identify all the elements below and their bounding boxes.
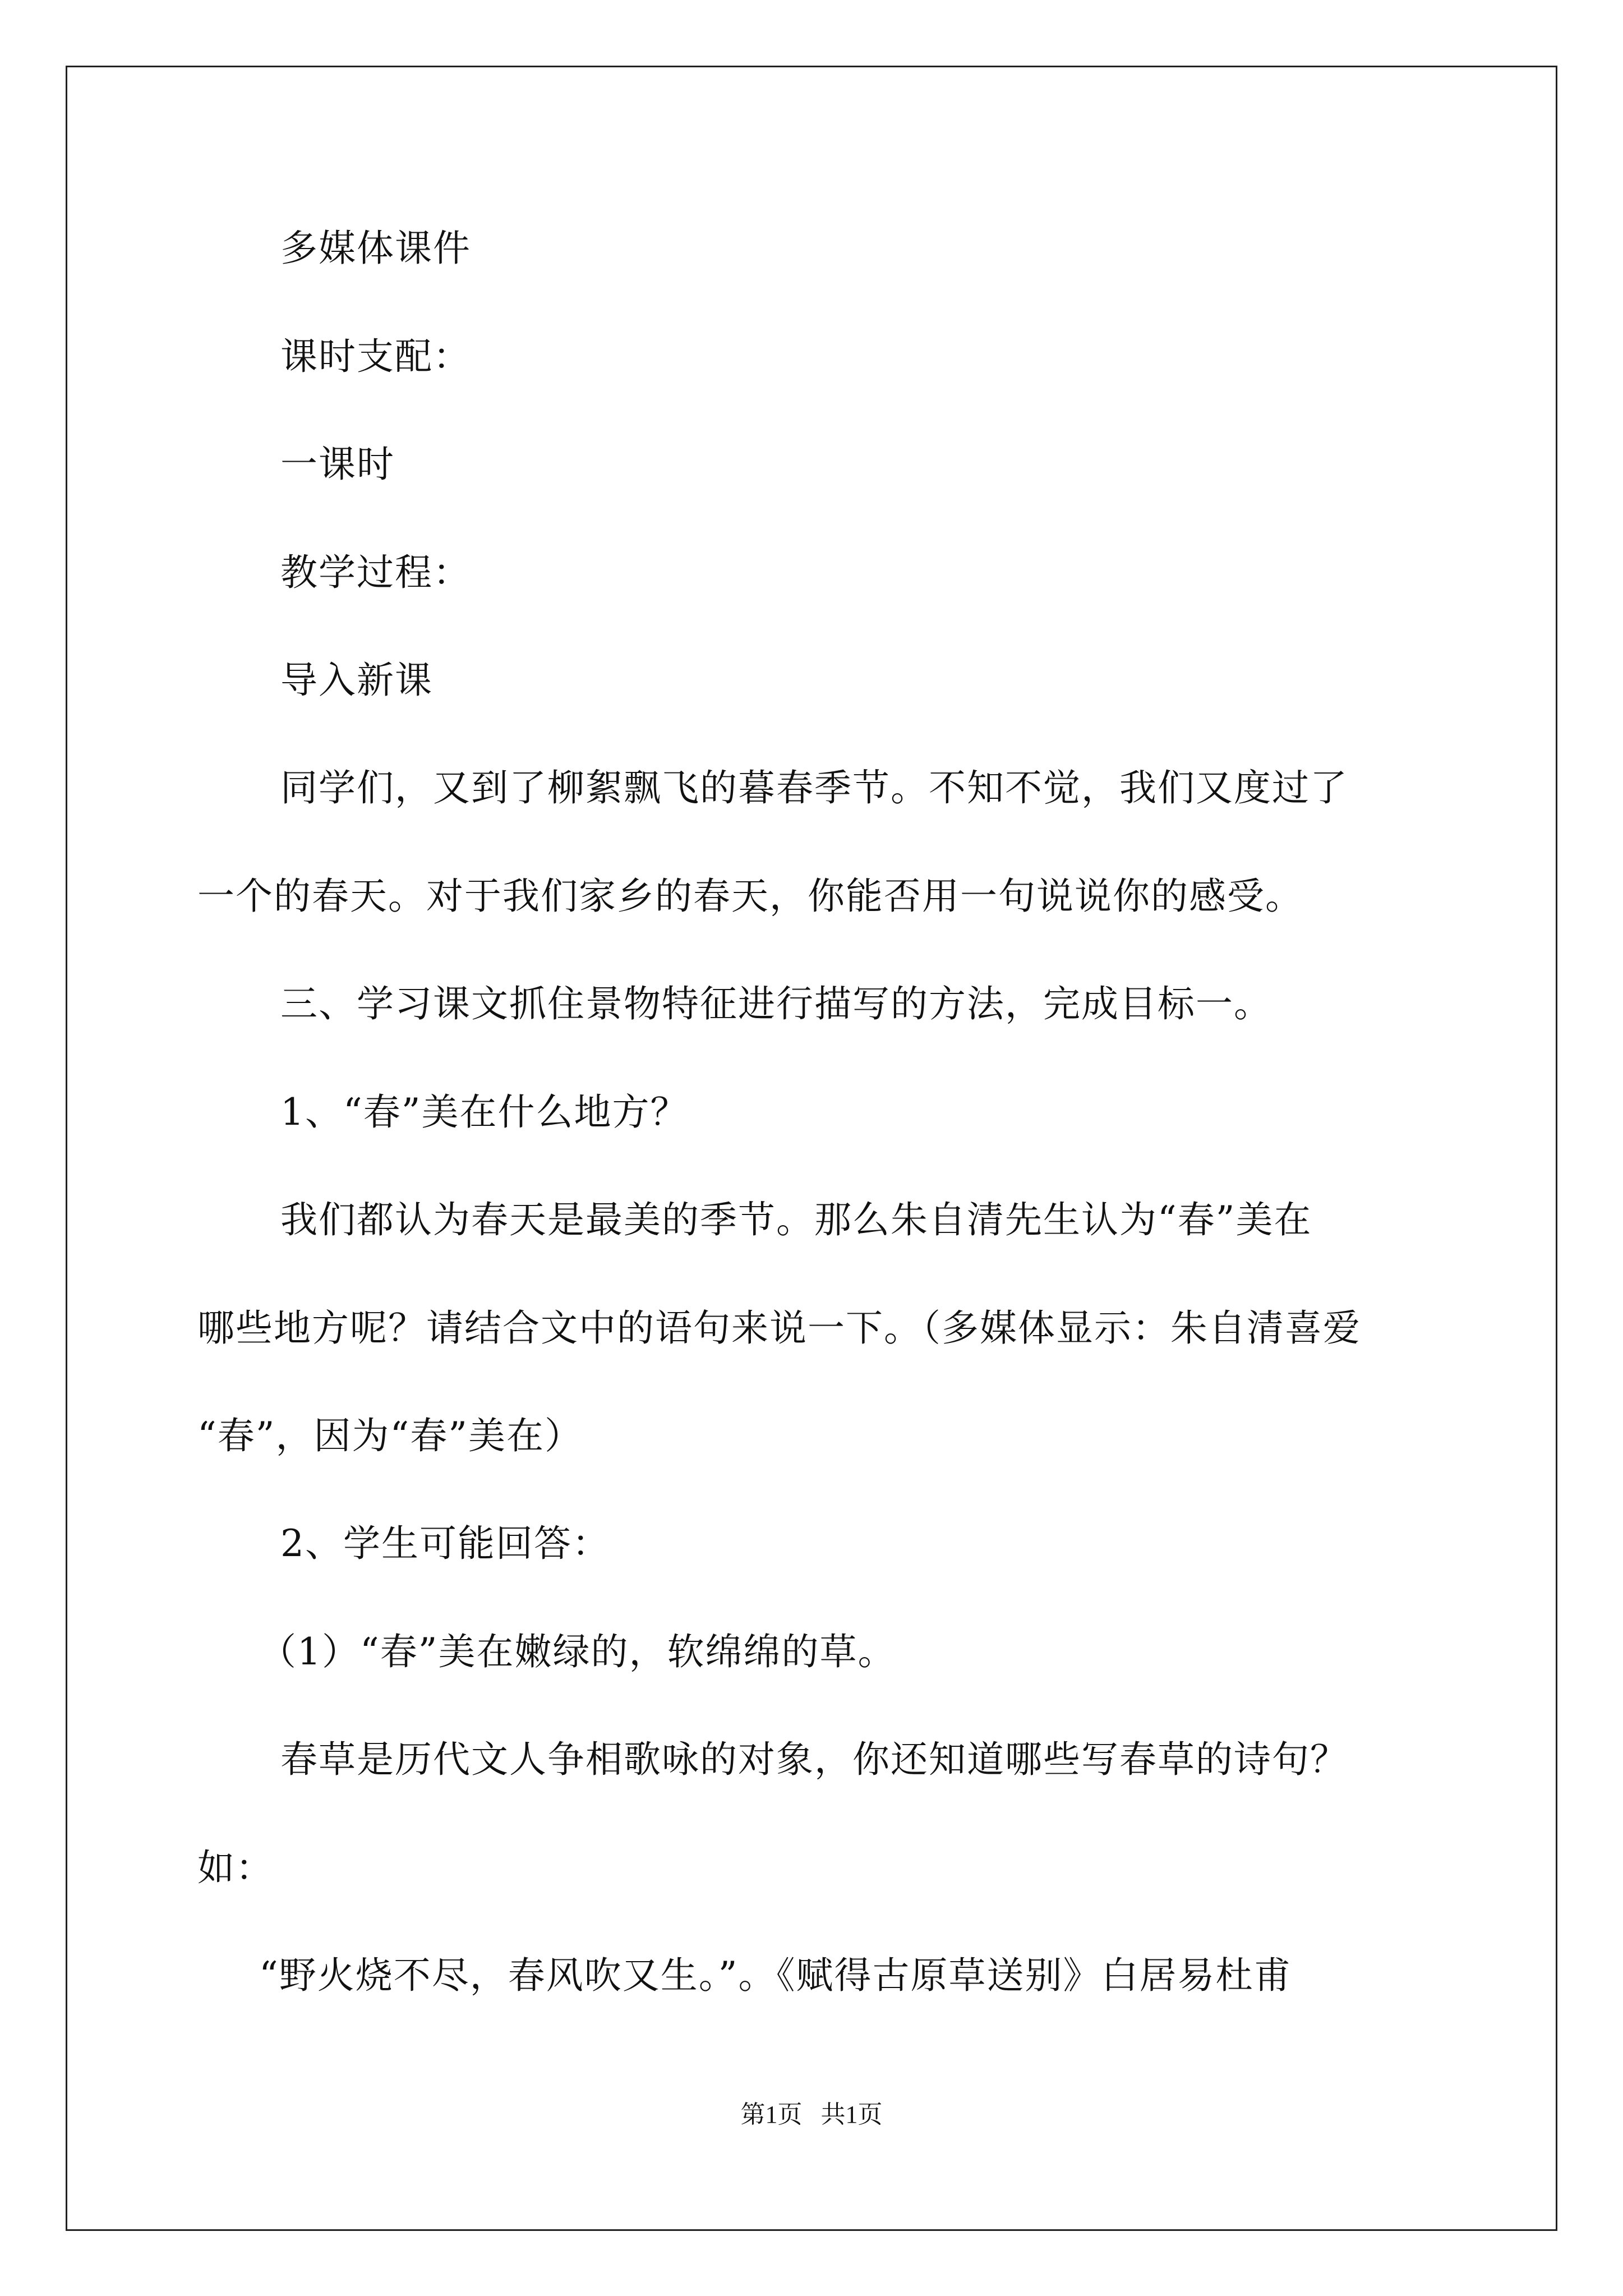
text-line: 我们都认为春天是最美的季节。那么朱自清先生认为“春”美在 [280,1198,1312,1241]
text-line: 春草是历代文人争相歌咏的对象，你还知道哪些写春草的诗句？ [280,1738,1348,1781]
text-line: 一课时 [280,443,395,486]
page-footer [0,2099,1623,2131]
text-line: （1）“春”美在嫩绿的，软绵绵的草。 [259,1630,896,1673]
text-line: 同学们，又到了柳絮飘飞的暮春季节。不知不觉，我们又度过了 [280,766,1348,809]
text-line: 一个的春天。对于我们家乡的春天，你能否用一句说说你的感受。 [197,875,1303,918]
text-line: 多媒体课件 [280,227,471,270]
page-total: 共1页 [820,2101,883,2128]
text-line: 课时支配： [280,335,471,378]
text-line: “春”，因为“春”美在） [197,1414,583,1457]
text-line: 三、学习课文抓住景物特征进行描写的方法，完成目标一。 [280,982,1272,1025]
text-line: 教学过程： [280,551,471,594]
text-line: 1、“春”美在什么地方？ [280,1091,689,1134]
text-line: 2、学生可能回答： [280,1522,610,1565]
text-line: 哪些地方呢？请结合文中的语句来说一下。（多媒体显示：朱自清喜爱 [197,1306,1361,1350]
text-line: “野火烧不尽，春风吹又生。”。《赋得古原草送别》白居易杜甫 [259,1954,1292,1997]
page-border [66,66,1557,2231]
text-line: 如： [197,1846,274,1889]
text-line: 导入新课 [280,659,433,702]
page-number: 第1页 [740,2101,803,2128]
